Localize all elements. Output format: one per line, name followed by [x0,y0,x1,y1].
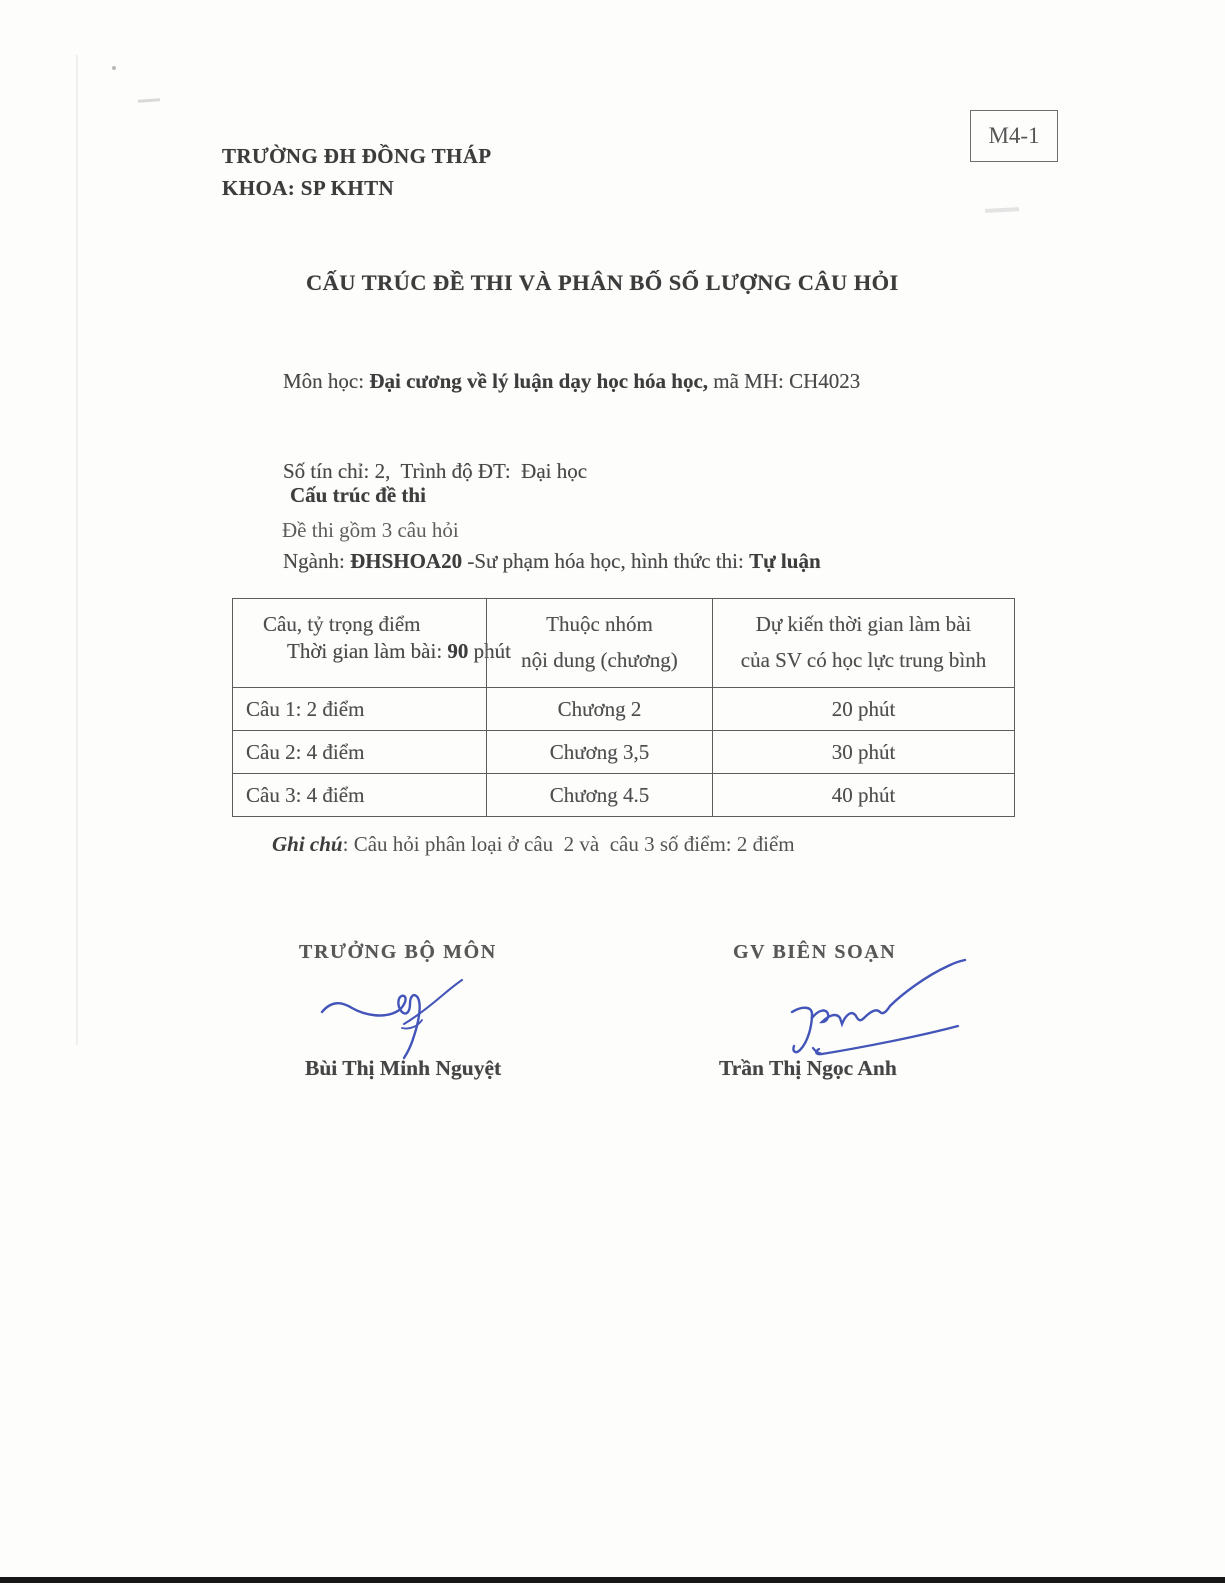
structure-section-heading: Cấu trúc đề thi [290,483,426,507]
expected-time-header-line2: của SV có học lực trung bình [740,648,987,672]
duration-value: 90 [447,639,469,663]
signature-title-head-of-department: TRƯỞNG BỘ MÔN [299,941,497,963]
cell-chapter-3: Chương 4.5 [487,774,713,817]
expected-time-header-line1: Dự kiến thời gian làm bài [755,612,972,636]
cell-question-2: Câu 2: 4 điểm [233,731,487,774]
subject-code: mã MH: CH4023 [708,369,861,393]
document-title: CẤU TRÚC ĐỀ THI VÀ PHÂN BỐ SỐ LƯỢNG CÂU HỎI [306,270,899,295]
scan-artifact-smudge [138,98,160,103]
table-header-row [233,599,1015,688]
subject-label: Môn học: [283,369,370,393]
form-code: M4-1 [988,123,1040,148]
scan-artifact-smudge [985,207,1019,213]
signature-title-compiling-lecturer: GV BIÊN SOẠN [733,941,897,963]
cell-chapter-1: Chương 2 [487,688,713,731]
signature-name-head-of-department: Bùi Thị Minh Nguyệt [305,1056,502,1080]
faculty-name: KHOA: SP KHTN [222,176,395,200]
exam-format-value: Tự luận [749,549,821,573]
scan-artifact-vertical-line [76,55,78,1045]
duration-label: Thời gian làm bài: [287,639,448,663]
cell-time-3: 40 phút [713,774,1015,817]
major-label: Ngành: [283,549,351,573]
subject-line [283,366,860,396]
scan-artifact-speck [112,66,116,70]
structure-section-subtitle: Đề thi gồm 3 câu hỏi [282,518,459,542]
institution-header [222,140,492,204]
cell-time-1: 20 phút [713,688,1015,731]
exam-format-label: -Sư phạm hóa học, hình thức thi: [462,549,750,573]
note-label: Ghi chú [272,832,343,856]
cell-question-1: Câu 1: 2 điểm [233,688,487,731]
cell-question-3: Câu 3: 4 điểm [233,774,487,817]
major-code: ĐHSHOA20 [350,549,463,573]
signature-name-compiling-lecturer: Trần Thị Ngọc Anh [719,1056,897,1080]
subject-name: Đại cương về lý luận dạy học hóa học, [369,369,709,393]
content-group-header-line2: nội dung (chương) [521,648,678,672]
note-line [272,832,795,857]
exam-structure-table [232,598,1015,817]
cell-time-2: 30 phút [713,731,1015,774]
signature-ink-right [762,950,977,1065]
duration-unit: phút [468,639,511,663]
school-name: TRƯỜNG ĐH ĐỒNG THÁP [222,144,492,168]
scan-edge-black-bar [0,1577,1225,1583]
column-header-expected-time [713,599,1015,688]
cell-chapter-2: Chương 3,5 [487,731,713,774]
table-row [233,774,1015,817]
signature-ink-left [318,972,488,1062]
content-group-header-line1: Thuộc nhóm [546,612,653,636]
table-row [233,731,1015,774]
form-code-box [970,110,1058,162]
credits-line: Số tín chỉ: 2, Trình độ ĐT: Đại học [283,459,588,483]
column-header-question-weight: Câu, tỷ trọng điểm [233,599,487,688]
table-row [233,688,1015,731]
note-text: : Câu hỏi phân loại ở câu 2 và câu 3 số điểm: 2 điểm [342,832,795,856]
major-line [283,546,860,576]
column-header-content-group [487,599,713,688]
